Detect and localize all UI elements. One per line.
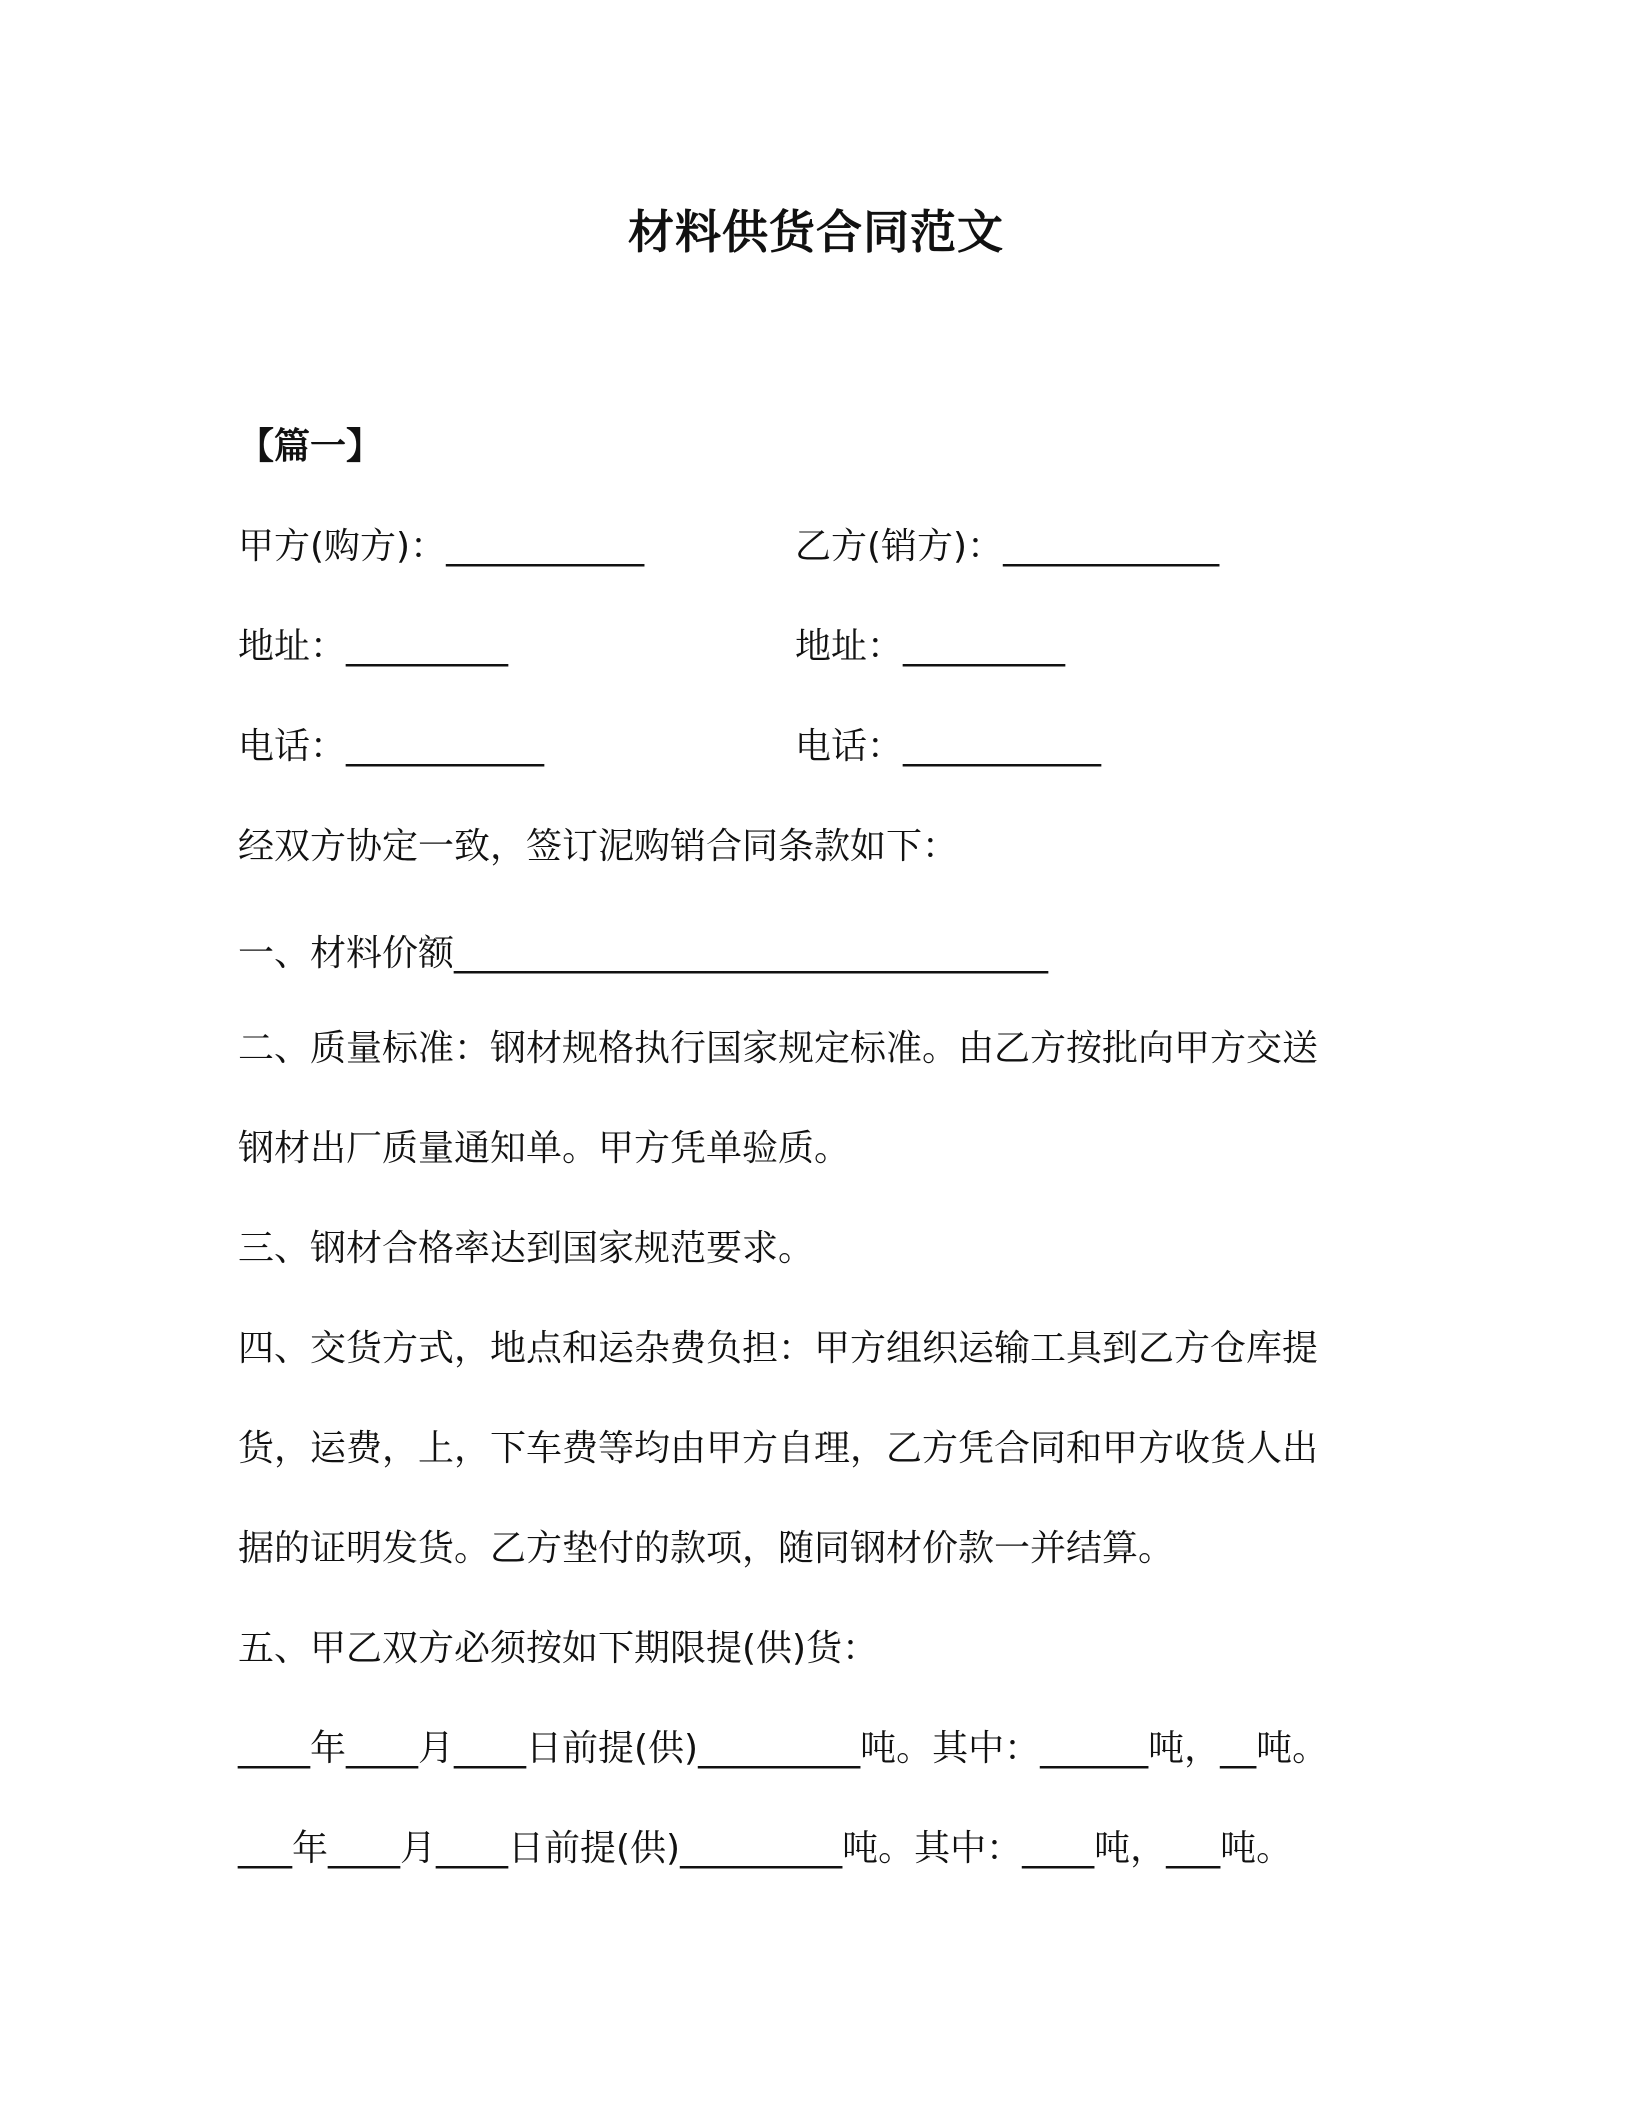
clause-line: 货，运费，上，下车费等均由甲方自理，乙方凭合同和甲方收货人出 — [238, 1428, 1319, 1469]
clause-line: 三、钢材合格率达到国家规范要求。 — [238, 1228, 815, 1269]
clause-line: 二、质量标准：钢材规格执行国家规定标准。由乙方按批向甲方交送 — [238, 1028, 1319, 1069]
section-label: 【篇一】 — [238, 426, 383, 467]
clause-line: ___年____月____日前提(供)_________吨。其中：____吨，___吨。 — [238, 1828, 1293, 1869]
clause-line: 五、甲乙双方必须按如下期限提(供)货： — [238, 1628, 879, 1669]
party-b-phone-field: 电话：___________ — [795, 726, 1102, 767]
party-a-phone-field: 电话：___________ — [238, 726, 545, 767]
clause-line: 据的证明发货。乙方垫付的款项，随同钢材价款一并结算。 — [238, 1528, 1175, 1569]
party-b-address-field: 地址：_________ — [795, 626, 1066, 667]
clause-line: 四、交货方式，地点和运杂费负担：甲方组织运输工具到乙方仓库提 — [238, 1328, 1319, 1369]
document-title: 材料供货合同范文 — [628, 205, 1004, 259]
intro-paragraph: 经双方协定一致，签订泥购销合同条款如下： — [238, 826, 959, 867]
party-a-name-field: 甲方(购方)：___________ — [238, 526, 645, 567]
party-a-address-field: 地址：_________ — [238, 626, 509, 667]
clause-line: 钢材出厂质量通知单。甲方凭单验质。 — [238, 1128, 851, 1169]
clause-line: ____年____月____日前提(供)_________吨。其中：______吨，__吨。 — [238, 1728, 1329, 1769]
party-b-name-field: 乙方(销方)：____________ — [795, 526, 1220, 567]
clause-line: 一、材料价额_________________________________ — [238, 933, 1049, 974]
